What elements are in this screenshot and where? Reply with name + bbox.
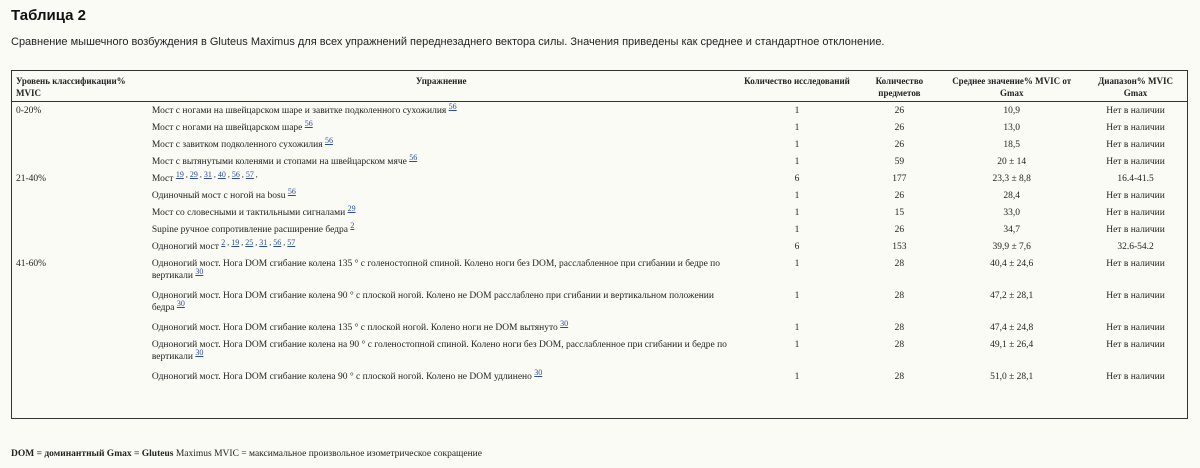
cell-subjects: 177 [892, 174, 907, 184]
reference-link[interactable]: 56 [231, 169, 240, 179]
table-row [12, 136, 1187, 153]
cell-range: 16.4-41.5 [1117, 174, 1154, 184]
cell-studies: 1 [794, 191, 800, 201]
cell-studies: 6 [794, 242, 800, 252]
cell-level [12, 287, 148, 319]
table-row [12, 204, 1187, 221]
cell-subjects: 26 [894, 140, 905, 150]
reference-link[interactable]: 30 [534, 367, 543, 377]
table-row [12, 238, 1187, 255]
reference-link[interactable]: 57 [287, 237, 296, 247]
cell-range: Нет в наличии [1106, 191, 1165, 201]
cell-range: Нет в наличии [1106, 259, 1165, 269]
reference-link[interactable]: 31 [259, 237, 268, 247]
cell-studies: 1 [794, 225, 800, 235]
cell-mean: 28,4 [1003, 191, 1021, 201]
cell-mean: 34,7 [1003, 225, 1021, 235]
exercise-name: Одноногий мост. Нога DOM сгибание колена 135 ° с плоской ногой. Колено ноги не DOM вытянуто [151, 323, 558, 333]
cell-range: 32.6-54.2 [1117, 242, 1154, 252]
cell-level [12, 204, 148, 221]
cell-level [12, 319, 148, 336]
cell-level [12, 119, 148, 136]
exercise-name: Мост с ногами на швейцарском шаре и завитке подколенного сухожилия [151, 106, 447, 116]
cell-exercise [148, 336, 735, 368]
cell-studies: 1 [794, 208, 800, 218]
cell-range: Нет в наличии [1106, 208, 1165, 218]
header-subjects: Количество предметов [859, 71, 939, 102]
cell-exercise [148, 319, 735, 336]
table-row [12, 287, 1187, 319]
cell-range: Нет в наличии [1106, 140, 1165, 150]
cell-exercise [148, 204, 735, 221]
reference-link[interactable]: 19 [175, 169, 184, 179]
exercise-name: Мост с ногами на швейцарском шаре [151, 123, 303, 133]
exercise-name: Одноногий мост [151, 242, 219, 252]
table-title: Таблица 2 [11, 7, 87, 24]
cell-exercise: Мост $^{19 , 29 , 31 , 40 , 56 , 57 ,}$ [151, 169, 258, 184]
header-exercise: Упражнение [148, 71, 735, 102]
cell-studies: 1 [794, 123, 800, 133]
cell-subjects: 28 [894, 259, 905, 269]
cell-exercise [148, 102, 735, 120]
exercise-name: Мост со словесными и тактильными сигналами [151, 208, 346, 218]
table-footnote [11, 449, 482, 459]
cell-subjects: 153 [892, 242, 907, 252]
cell-subjects: 28 [894, 372, 905, 382]
cell-mean: 18,5 [1003, 140, 1021, 150]
cell-level [12, 187, 148, 204]
cell-exercise [148, 153, 735, 170]
cell-mean: 49,1 ± 26,4 [990, 340, 1034, 350]
cell-range: Нет в наличии [1106, 291, 1165, 301]
cell-exercise [148, 221, 735, 238]
footnote-dom: DOM = доминантный Gmax [11, 449, 132, 459]
cell-range: Нет в наличии [1106, 225, 1165, 235]
reference-link[interactable]: 56 [304, 118, 313, 128]
reference-link[interactable]: 2 [221, 237, 226, 247]
cell-subjects: 28 [894, 323, 905, 333]
cell-studies: 6 [794, 174, 800, 184]
cell-level: 21-40% [16, 174, 47, 184]
cell-range: Нет в наличии [1106, 323, 1165, 333]
cell-studies: 1 [794, 157, 800, 167]
data-table-container [11, 70, 1188, 419]
exercise-name: Одноногий мост. Нога DOM сгибание колена 90 ° с плоской ногой. Колено не DOM расслаблено при сгибании и вертикальном положении бедра [151, 291, 714, 313]
cell-exercise: Одноногий мост $^{2 , 19 , 25 , 31 , 56 , 57}$ [151, 237, 296, 252]
header-range: Диапазон% MVIC Gmax [1084, 71, 1187, 102]
cell-subjects: 26 [894, 106, 905, 116]
table-row [12, 102, 1187, 120]
reference-link[interactable]: 30 [560, 318, 569, 328]
reference-link[interactable]: 57 [245, 169, 254, 179]
cell-subjects: 28 [894, 340, 905, 350]
cell-level [12, 238, 148, 255]
cell-subjects: 59 [894, 157, 905, 167]
reference-link[interactable]: 30 [195, 266, 204, 276]
reference-link[interactable]: 30 [195, 347, 204, 357]
cell-subjects: 26 [894, 123, 905, 133]
reference-link[interactable]: 25 [245, 237, 254, 247]
table-row [12, 119, 1187, 136]
cell-exercise [148, 119, 735, 136]
cell-range: Нет в наличии [1106, 340, 1165, 350]
table-caption: Сравнение мышечного возбуждения в Gluteus Maximus для всех упражнений переднезаднего вектора силы. Значения приведены как среднее и стандартное отклонение. [11, 36, 885, 48]
cell-mean: 33,0 [1003, 208, 1021, 218]
cell-range: Нет в наличии [1106, 157, 1165, 167]
table-row [12, 170, 1187, 187]
table-row [12, 187, 1187, 204]
table-row [12, 319, 1187, 336]
exercise-name: Одноногий мост. Нога DOM сгибание колена 90 ° с плоской ногой. Колено не DOM удлинено [151, 372, 532, 382]
cell-range: Нет в наличии [1106, 123, 1165, 133]
reference-link[interactable]: 19 [231, 237, 240, 247]
cell-subjects: 26 [894, 191, 905, 201]
cell-studies: 1 [794, 372, 800, 382]
cell-level [12, 153, 148, 170]
exercise-name: Мост с завитком подколенного сухожилия [151, 140, 323, 150]
exercise-name: Одноногий мост. Нога DOM сгибание колена на 90 ° с голеностопной спиной. Колено ноги без DOM, расслабленное при сгибании и бедре по вертикали [151, 340, 727, 362]
reference-link[interactable]: 29 [347, 203, 356, 213]
cell-mean: 39,9 ± 7,6 [992, 242, 1031, 252]
cell-exercise [148, 255, 735, 287]
data-table [12, 71, 1187, 385]
exercise-name: Мост с вытянутыми коленями и стопами на швейцарском мяче [151, 157, 407, 167]
table-row [12, 255, 1187, 287]
cell-studies: 1 [794, 106, 800, 116]
cell-mean: 10,9 [1003, 106, 1021, 116]
cell-studies: 1 [794, 340, 800, 350]
reference-link[interactable]: 2 [350, 220, 355, 230]
table-row [12, 336, 1187, 368]
cell-mean: 51,0 ± 28,1 [990, 372, 1034, 382]
reference-link[interactable]: 30 [176, 298, 185, 308]
cell-studies: 1 [794, 259, 800, 269]
reference-link[interactable]: 56 [409, 152, 418, 162]
reference-link[interactable]: 56 [273, 237, 282, 247]
exercise-name: Одиночный мост с ногой на bosu [151, 191, 286, 201]
reference-link[interactable]: 56 [287, 186, 296, 196]
table-row [12, 153, 1187, 170]
reference-trail: , [255, 169, 258, 179]
cell-level [12, 136, 148, 153]
table-row [12, 368, 1187, 385]
cell-level [12, 368, 148, 385]
table-body [12, 102, 1187, 386]
reference-link[interactable]: 56 [448, 101, 457, 111]
exercise-name: Supine ручное сопротивление расширение бедра [151, 225, 348, 235]
cell-subjects: 15 [894, 208, 905, 218]
cell-subjects: 26 [894, 225, 905, 235]
cell-mean: 13,0 [1003, 123, 1021, 133]
cell-subjects: 28 [894, 291, 905, 301]
exercise-name: Одноногий мост. Нога DOM сгибание колена 135 ° с голеностопной спиной. Колено ноги без DOM, расслабленное при сгибании и бедре по вертикали [151, 259, 721, 281]
cell-mean: 47,4 ± 24,8 [990, 323, 1034, 333]
footnote-rest: Maximus MVIC = максимальное произвольное изометрическое сокращение [173, 449, 482, 459]
cell-studies: 1 [794, 291, 800, 301]
cell-mean: 40,4 ± 24,6 [990, 259, 1034, 269]
cell-level [12, 221, 148, 238]
table-header-row [12, 71, 1187, 102]
reference-link[interactable]: 40 [217, 169, 226, 179]
header-mean: Среднее значение% MVIC от Gmax [939, 71, 1084, 102]
cell-mean: 23,3 ± 8,8 [992, 174, 1031, 184]
exercise-name: Мост [151, 174, 174, 184]
reference-link[interactable]: 31 [203, 169, 212, 179]
cell-level [12, 336, 148, 368]
header-studies: Количество исследований [735, 71, 860, 102]
table-row [12, 221, 1187, 238]
footnote-gluteus: = Gluteus [131, 449, 174, 459]
reference-link[interactable]: 56 [324, 135, 333, 145]
cell-level: 41-60% [16, 259, 47, 269]
cell-exercise [148, 287, 735, 319]
cell-exercise [148, 136, 735, 153]
cell-exercise [148, 368, 735, 385]
cell-mean: 47,2 ± 28,1 [990, 291, 1034, 301]
cell-mean: 20 ± 14 [997, 157, 1027, 167]
cell-studies: 1 [794, 140, 800, 150]
cell-range: Нет в наличии [1106, 106, 1165, 116]
reference-link[interactable]: 29 [189, 169, 198, 179]
cell-exercise [148, 187, 735, 204]
cell-studies: 1 [794, 323, 800, 333]
header-level: Уровень классификации% MVIC [12, 71, 148, 102]
cell-range: Нет в наличии [1106, 372, 1165, 382]
cell-level: 0-20% [16, 106, 42, 116]
